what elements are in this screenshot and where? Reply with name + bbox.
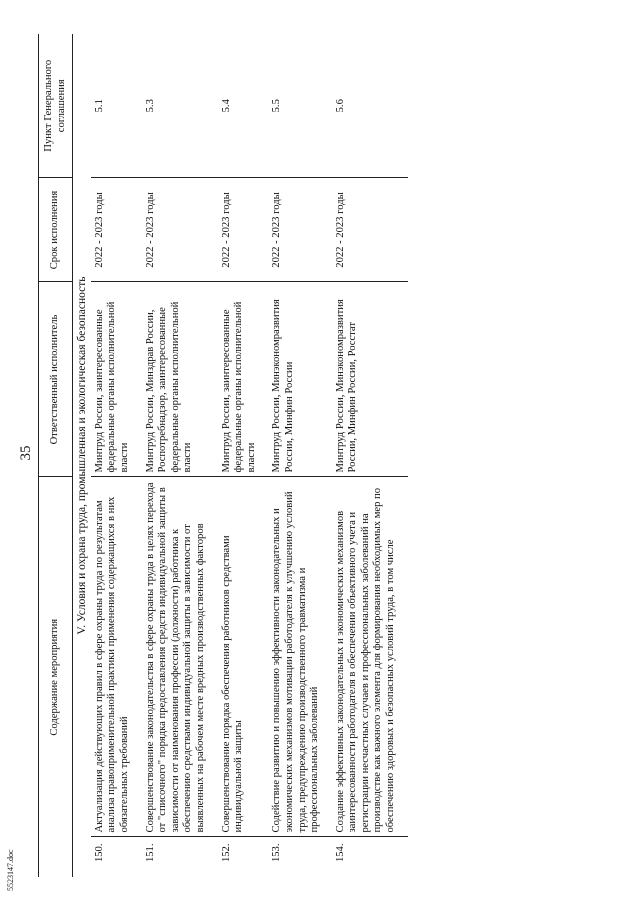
row-term: 2022 - 2023 годы [218, 178, 269, 282]
row-term: 2022 - 2023 годы [91, 178, 142, 282]
section-title: V. Условия и охрана труда, промышленная и экологическая безопасность [76, 276, 89, 635]
header-executor: Ответственный исполнитель [39, 282, 73, 477]
row-content: Совершенствование законодательства в сфере охраны труда в целях перехода от "списочного" порядка предоставления средств индивидуальной защиты в зависимости от наименования профессии (должности) работника к обеспечению средствами индивидуальной защиты в зависимости от выявленных на рабочем месте вредных производственных факторов [142, 477, 218, 837]
row-executor: Минтруд России, заинтересованные федеральные органы исполнительной власти [218, 282, 269, 477]
row-executor: Минтруд России, Минздрав России, Роспотребнадзор, заинтересованные федеральные органы исполнительной власти [142, 282, 218, 477]
row-number: 153. [271, 843, 283, 863]
row-content: Создание эффективных законодательных и экономических механизмов заинтересованности работодателя в обеспечении объективного учета и регистрации несчастных случаев и профессиональных заболеваний на производстве как важного элемента для формирования необходимых мер по обеспечению здоровых и безопасных условий труда, в том числе [332, 477, 408, 837]
row-term: 2022 - 2023 годы [332, 178, 408, 282]
page-number: 35 [18, 445, 34, 461]
row-executor: Минтруд России, заинтересованные федеральные органы исполнительной власти [91, 282, 142, 477]
table-row [268, 34, 331, 877]
row-number: 150. [93, 843, 105, 863]
row-term: 2022 - 2023 годы [268, 178, 331, 282]
row-number: 151. [144, 843, 156, 863]
row-point: 5.6 [332, 34, 408, 178]
table-row [142, 34, 218, 877]
row-content: Актуализация действующих правил в сфере охраны труда по результатам анализа правоприменительной практики применения содержащихся в них обязательных требований [91, 477, 142, 837]
table-row [332, 34, 408, 877]
header-point: Пункт Генерального соглашения [39, 34, 73, 178]
header-content: Содержание мероприятия [39, 477, 73, 877]
row-term: 2022 - 2023 годы [142, 178, 218, 282]
row-content: Содействие развитию и повышению эффективности законодательных и экономических механизмов мотивации работодателя к улучшению условий труда, предупреждению производственного травматизма и профессиональных заболеваний [268, 477, 331, 837]
table-row [218, 34, 269, 877]
row-point: 5.1 [91, 34, 142, 178]
row-point: 5.4 [218, 34, 269, 178]
section-row [73, 34, 91, 877]
row-executor: Минтруд России, Минэкономразвития России, Минфин России [268, 282, 331, 477]
row-content: Совершенствование порядка обеспечения работников средствами индивидуальной защиты [218, 477, 269, 837]
row-number: 154. [334, 843, 346, 863]
activities-table [38, 34, 408, 877]
row-point: 5.5 [268, 34, 331, 178]
table-header-row [39, 34, 73, 877]
table-row [91, 34, 142, 877]
row-number: 152. [220, 843, 232, 863]
row-point: 5.3 [142, 34, 218, 178]
document-id: 5523147.doc [6, 849, 15, 891]
header-term: Срок исполнения [39, 178, 73, 282]
row-executor: Минтруд России, Минэкономразвития России, Минфин России, Росстат [332, 282, 408, 477]
